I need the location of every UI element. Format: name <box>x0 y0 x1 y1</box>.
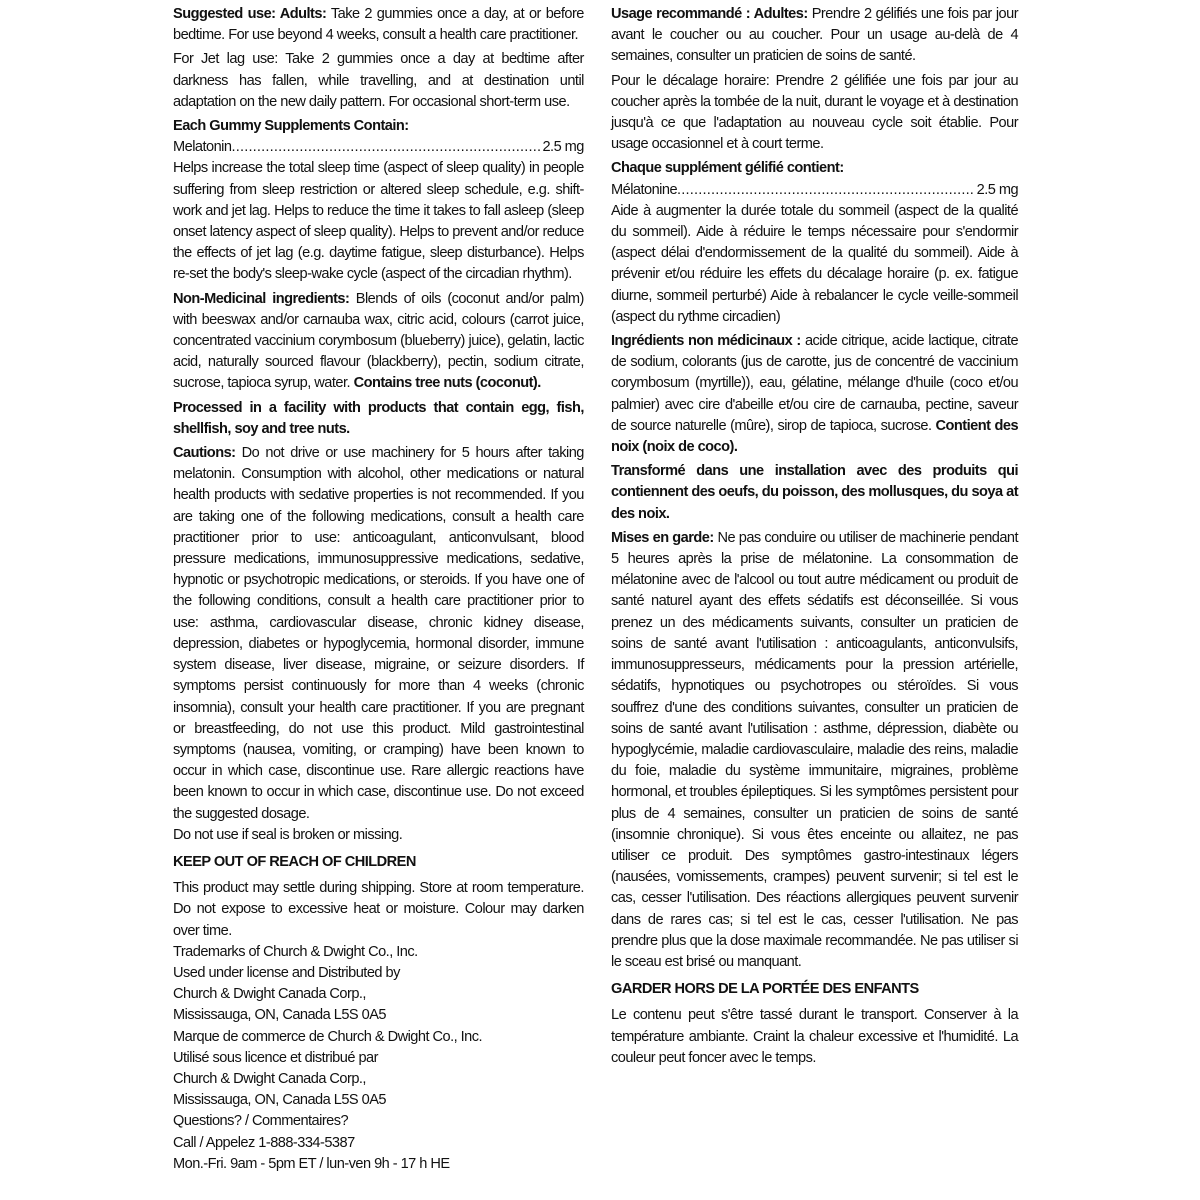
tree-nuts-fr: Contient des noix (noix de coco). <box>611 416 1019 456</box>
non-medicinal-label-en: Non-Medicinal ingredients: <box>173 289 350 307</box>
storage-fr: Le contenu peut s'être tassé durant le transport. Conserver à la température ambiante. Craint la chaleur excessive et l'humidité. La couleur peut foncer avec le temps. <box>611 1006 1019 1066</box>
suggested-use-en <box>173 3 584 45</box>
suggested-use-label-en: Suggested use: Adults: <box>173 5 327 22</box>
english-column <box>173 3 584 1200</box>
suggested-use-text-en: Take 2 gummies once a day, at or before bedtime. For use beyond 4 weeks, consult a health care practitioner. <box>173 5 584 44</box>
footer-line: Trademarks of Church & Dwight Co., Inc. <box>173 942 418 960</box>
ingredient-name-fr: Mélatonine <box>611 180 678 198</box>
keep-out-en: KEEP OUT OF REACH OF CHILDREN <box>173 852 416 870</box>
french-column <box>611 3 1018 1200</box>
facility-warning-fr: Transformé dans une installation avec des produits qui contiennent des oeufs, du poisson, des mollusques, du soya at des noix. <box>611 462 1019 522</box>
ingredient-leader-en <box>231 136 540 157</box>
non-medicinal-text-fr: acide citrique, acide lactique, citrate de sodium, colorants (jus de carotte, jus de concentré de vaccinium corymbosum (myrtille)), eau, gélatine, mélange d'huile (coco et/ou palmier) avec cire d'abeille et/ou cire de carnauba, pectine, saveur de source naturelle (mûre), sirop de tapioca, sucrose. <box>611 332 1019 434</box>
ingredient-amount-en: 2.5 mg <box>542 138 584 156</box>
cautions-fr <box>611 527 1018 972</box>
ingredient-amount-fr: 2.5 mg <box>976 180 1019 198</box>
distributor-info <box>173 941 584 1174</box>
phone-number: Call / Appelez 1-888-334-5387 <box>173 1133 355 1151</box>
suggested-use-label-fr: Usage recommandé : Adultes: <box>611 5 808 22</box>
cautions-label-fr: Mises en garde: <box>611 528 714 546</box>
hours-line: Mon.-Fri. 9am - 5pm ET / lun-ven 9h - 17 h HE <box>173 1154 450 1172</box>
non-medicinal-fr <box>611 330 1018 457</box>
cautions-en <box>173 442 584 824</box>
non-medicinal-en <box>173 288 584 394</box>
non-medicinal-label-fr: Ingrédients non médicinaux : <box>611 332 801 350</box>
footer-line: Questions? / Commentaires? <box>173 1112 349 1130</box>
claims-en: Helps increase the total sleep time (aspect of sleep quality) in people suffering from sleep restriction or altered sleep schedule, e.g. shift-work and jet lag. Helps to reduce the time it takes to fall asleep (sleep onset latency aspect of sleep quality). Helps to prevent and/or reduce the effects of jet lag (e.g. daytime fatigue, sleep disturbance). Helps re-set the body's sleep-wake cycle (aspect of the circadian rhythm). <box>173 159 584 283</box>
non-medicinal-text-en: Blends of oils (coconut and/or palm) with beeswax and/or carnauba wax, citric acid, colours (carrot juice, concentrated vaccinium corymbosum (blueberry) juice), gelatin, lactic acid, naturally sourced flavour (blackberry), pectin, sodium citrate, sucrose, tapioca syrup, water. <box>173 289 584 392</box>
ingredient-leader-fr <box>677 179 975 200</box>
footer-line: Marque de commerce de Church & Dwight Co., Inc. <box>173 1027 483 1045</box>
seal-warning-en: Do not use if seal is broken or missing. <box>173 825 403 843</box>
footer-line: Used under license and Distributed by <box>173 963 400 981</box>
footer-line: Mississauga, ON, Canada L5S 0A5 <box>173 1091 386 1109</box>
footer-line: Church & Dwight Canada Corp., <box>173 1069 366 1087</box>
facility-warning-en: Processed in a facility with products that contain egg, fish, shellfish, soy and tree nuts. <box>173 398 584 437</box>
ingredient-row-fr <box>611 179 1018 200</box>
footer-line: Church & Dwight Canada Corp., <box>173 985 366 1003</box>
ingredient-name-en: Melatonin <box>173 138 232 156</box>
claims-fr: Aide à augmenter la durée totale du sommeil (aspect de la qualité du sommeil). Aide à réduire le temps nécessaire pour s'endormir (aspect délai d'endormissement de la qualité du sommeil). Aide à prévenir et/ou réduire les effets du décalage horaire (p. ex. fatigue diurne, sommeil perturbé) Aide à rebalancer le cycle veille-sommeil (aspect du rythme circadien) <box>611 201 1019 325</box>
keep-out-fr: GARDER HORS DE LA PORTÉE DES ENFANTS <box>611 980 919 998</box>
suggested-use-text-fr: Prendre 2 gélifiés une fois par jour avant le coucher ou au coucher. Pour un usage au-delà de 4 semaines, consulter un praticien de soins de santé. <box>611 5 1019 65</box>
footer-line: Mississauga, ON, Canada L5S 0A5 <box>173 1006 386 1024</box>
ingredient-row-en <box>173 136 584 157</box>
suggested-use-fr <box>611 3 1018 67</box>
jet-lag-fr: Pour le décalage horaire: Prendre 2 gélifiée une fois par jour au coucher après la tombée de la nuit, durant le voyage et à destination jusqu'à ce que l'adaptation au nouveau cycle soit établie. Pour usage occasionnel et à court terme. <box>611 71 1019 153</box>
footer-line: Utilisé sous licence et distribué par <box>173 1048 378 1066</box>
contains-heading-fr: Chaque supplément gélifié contient: <box>611 159 844 177</box>
cautions-label-en: Cautions: <box>173 444 236 462</box>
contains-heading-en: Each Gummy Supplements Contain: <box>173 117 409 135</box>
storage-en: This product may settle during shipping. Store at room temperature. Do not expose to excessive heat or moisture. Colour may darken over time. <box>173 879 584 939</box>
cautions-text-fr: Ne pas conduire ou utiliser de machinerie pendant 5 heures après la prise de mélatonine. La consommation de mélatonine avec de l'alcool ou tout autre médicament ou produit de santé naturel ayant des effets sédatifs est déconseillée. Si vous prenez un des médicaments suivants, consulter un praticien de soins de santé avant l'utilisation : anticoagulants, anticonvulsifs, immunosuppresseurs, médicaments pour la pression artérielle, sédatifs, hypnotiques ou psychotropes ou stéroïdes. Si vous souffrez d'une des conditions suivantes, consulter un praticien de soins de santé avant l'utilisation : asthme, dépression, diabète ou hypoglycémie, maladie cardiovasculaire, maladie des reins, maladie du foie, maladie du système immunitaire, migraines, problème hormonal, et troubles épileptiques. Si les symptômes persistent pour plus de 4 semaines, consulter un praticien de soins de santé (insomnie chronique). Si vous êtes enceinte ou allaitez, ne pas utiliser ce produit. Des symptômes gastro-intestinaux légers (nausées, vomissements, crampes) peuvent survenir; si tel est le cas, cesser l'utilisation. Des réactions allergiques peuvent survenir dans de rares cas; si tel est le cas, cesser l'utilisation. Ne pas prendre plus que la dose maximale recommandée. Ne pas utiliser si le sceau est brisé ou manquant. <box>611 528 1019 970</box>
jet-lag-en: For Jet lag use: Take 2 gummies once a day at bedtime after darkness has fallen, while travelling, and at destination until adaptation on the new daily pattern. For occasional short-term use. <box>173 50 584 110</box>
cautions-text-en: Do not drive or use machinery for 5 hours after taking melatonin. Consumption with alcohol, other medications or natural health products with sedative properties is not recommended. If you are taking one of the following medications, consult a health care practitioner prior to use: anticoagulant, anticonvulsant, blood pressure medications, immunosuppressive medications, sedative, hypnotic or psychotropic medications, or steroids. If you have one of the following conditions, consult a health care practitioner prior to use: asthma, cardiovascular disease, chronic kidney disease, depression, diabetes or hypoglycemia, hormonal disorder, immune system disease, liver disease, migraine, or seizure disorders. If symptoms persist continuously for more than 4 weeks (chronic insomnia), consult your health care practitioner. If you are pregnant or breastfeeding, do not use this product. Mild gastrointestinal symptoms (nausea, vomiting, or cramping) have been known to occur in which case, discontinue use. Rare allergic reactions have been known to occur in which case, discontinue use. Do not exceed the suggested dosage. <box>173 444 584 822</box>
tree-nuts-en: Contains tree nuts (coconut). <box>353 374 541 392</box>
